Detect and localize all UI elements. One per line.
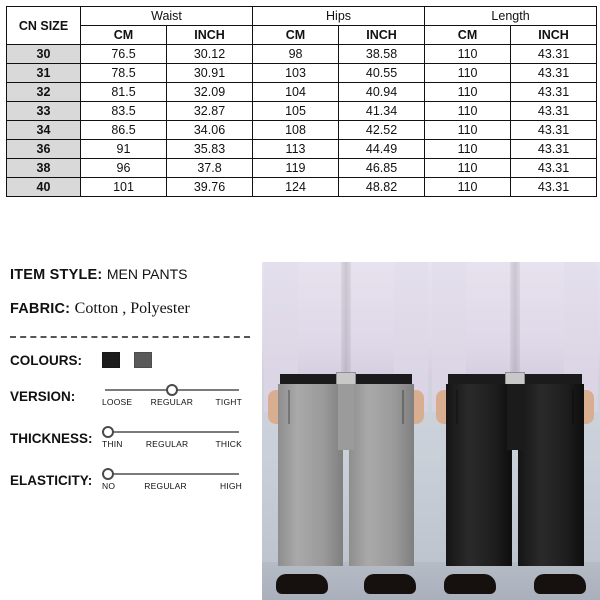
- table-row: [7, 45, 597, 64]
- cell-waist-cm: 81.5: [81, 83, 167, 102]
- item-style-value: MEN PANTS: [106, 266, 188, 282]
- cell-length-cm: 110: [425, 64, 511, 83]
- cell-hips-cm: 105: [253, 102, 339, 121]
- header-length: Length: [425, 7, 597, 26]
- divider: [10, 336, 250, 338]
- cell-length-inch: 43.31: [511, 102, 597, 121]
- cell-size: 32: [7, 83, 81, 102]
- colours-label: COLOURS:: [10, 352, 82, 368]
- cell-hips-cm: 124: [253, 178, 339, 197]
- product-photos: [262, 262, 600, 600]
- cell-waist-cm: 101: [81, 178, 167, 197]
- cell-hips-inch: 40.94: [339, 83, 425, 102]
- cell-waist-cm: 76.5: [81, 45, 167, 64]
- cell-hips-cm: 98: [253, 45, 339, 64]
- thickness-tick-thin: THIN: [102, 439, 123, 449]
- pant-crotch: [338, 384, 354, 450]
- cell-hips-inch: 42.52: [339, 121, 425, 140]
- colour-swatches: [102, 352, 152, 368]
- cell-length-cm: 110: [425, 178, 511, 197]
- cell-hips-inch: 48.82: [339, 178, 425, 197]
- cell-hips-inch: 40.55: [339, 64, 425, 83]
- elasticity-slider[interactable]: [102, 466, 242, 494]
- version-row: [10, 382, 258, 410]
- elasticity-slider-track: [105, 473, 239, 475]
- header-length-cm: CM: [425, 26, 511, 45]
- cell-length-inch: 43.31: [511, 140, 597, 159]
- table-header-group-row: [7, 7, 597, 26]
- header-waist: Waist: [81, 7, 253, 26]
- cell-waist-inch: 32.87: [167, 102, 253, 121]
- cell-size: 36: [7, 140, 81, 159]
- table-row: [7, 121, 597, 140]
- table-row: [7, 178, 597, 197]
- cell-hips-cm: 119: [253, 159, 339, 178]
- thickness-row: [10, 424, 258, 452]
- pant-leg-right: [349, 384, 414, 566]
- fabric-label: FABRIC:: [10, 301, 71, 317]
- pant-crotch: [507, 384, 524, 450]
- elasticity-row: [10, 466, 258, 494]
- table-row: [7, 102, 597, 121]
- header-length-inch: INCH: [511, 26, 597, 45]
- table-row: [7, 64, 597, 83]
- header-hips-inch: INCH: [339, 26, 425, 45]
- version-tick-labels: [102, 397, 242, 407]
- cell-waist-cm: 91: [81, 140, 167, 159]
- item-style-row: [10, 266, 258, 284]
- shoe-right: [364, 574, 416, 594]
- gray-pants-photo: [262, 262, 430, 600]
- table-row: [7, 140, 597, 159]
- cell-waist-inch: 30.12: [167, 45, 253, 64]
- table-row: [7, 83, 597, 102]
- elasticity-label: ELASTICITY:: [10, 472, 93, 488]
- cell-length-cm: 110: [425, 159, 511, 178]
- colour-swatch-black[interactable]: [102, 352, 120, 368]
- version-slider-knob[interactable]: [166, 384, 178, 396]
- header-waist-inch: INCH: [167, 26, 253, 45]
- version-label: VERSION:: [10, 388, 76, 404]
- cell-size: 38: [7, 159, 81, 178]
- cell-size: 33: [7, 102, 81, 121]
- elasticity-tick-high: HIGH: [219, 481, 242, 491]
- header-hips-cm: CM: [253, 26, 339, 45]
- thickness-slider-track: [105, 431, 239, 433]
- cell-waist-inch: 30.91: [167, 64, 253, 83]
- thickness-tick-thick: THICK: [215, 439, 242, 449]
- size-chart-table: [6, 6, 597, 197]
- elasticity-tick-no: NO: [102, 481, 116, 491]
- shoe-left: [276, 574, 328, 594]
- pants-black: [446, 384, 584, 566]
- pant-leg-right: [518, 384, 584, 566]
- product-attributes-section: [0, 240, 600, 600]
- table-row: [7, 159, 597, 178]
- cell-size: 40: [7, 178, 81, 197]
- cell-length-inch: 43.31: [511, 83, 597, 102]
- table-header-unit-row: [7, 26, 597, 45]
- cell-hips-inch: 44.49: [339, 140, 425, 159]
- fabric-row: [10, 300, 258, 318]
- cell-length-cm: 110: [425, 121, 511, 140]
- cell-hips-cm: 104: [253, 83, 339, 102]
- thickness-slider-knob[interactable]: [102, 426, 114, 438]
- header-hips: Hips: [253, 7, 425, 26]
- cell-waist-cm: 96: [81, 159, 167, 178]
- pants-gray: [278, 384, 414, 566]
- black-pants-photo: [430, 262, 600, 600]
- header-cn-size: CN SIZE: [7, 7, 81, 45]
- cell-waist-cm: 86.5: [81, 121, 167, 140]
- elasticity-slider-knob[interactable]: [102, 468, 114, 480]
- version-tick-tight: TIGHT: [215, 397, 242, 407]
- cell-hips-cm: 103: [253, 64, 339, 83]
- cell-length-cm: 110: [425, 102, 511, 121]
- header-waist-cm: CM: [81, 26, 167, 45]
- cell-size: 31: [7, 64, 81, 83]
- colour-swatch-gray[interactable]: [134, 352, 152, 368]
- cell-hips-cm: 108: [253, 121, 339, 140]
- thickness-tick-labels: [102, 439, 242, 449]
- size-chart-section: [0, 0, 600, 197]
- shoe-left: [444, 574, 496, 594]
- cell-waist-inch: 32.09: [167, 83, 253, 102]
- cell-hips-inch: 38.58: [339, 45, 425, 64]
- thickness-label: THICKNESS:: [10, 430, 93, 446]
- cell-length-inch: 43.31: [511, 64, 597, 83]
- cell-size: 34: [7, 121, 81, 140]
- cell-waist-inch: 37.8: [167, 159, 253, 178]
- cell-length-cm: 110: [425, 45, 511, 64]
- cell-length-cm: 110: [425, 83, 511, 102]
- cell-waist-inch: 34.06: [167, 121, 253, 140]
- elasticity-tick-regular: REGULAR: [144, 481, 187, 491]
- pocket-left: [288, 390, 290, 424]
- cell-length-inch: 43.31: [511, 45, 597, 64]
- cell-hips-cm: 113: [253, 140, 339, 159]
- shoe-right: [534, 574, 586, 594]
- cell-size: 30: [7, 45, 81, 64]
- version-tick-loose: LOOSE: [102, 397, 133, 407]
- cell-hips-inch: 46.85: [339, 159, 425, 178]
- fabric-value: Cotton , Polyester: [74, 300, 190, 317]
- version-slider[interactable]: [102, 382, 242, 410]
- cell-length-inch: 43.31: [511, 178, 597, 197]
- cell-length-cm: 110: [425, 140, 511, 159]
- cell-waist-inch: 39.76: [167, 178, 253, 197]
- cell-waist-inch: 35.83: [167, 140, 253, 159]
- thickness-slider[interactable]: [102, 424, 242, 452]
- pocket-right: [572, 390, 574, 424]
- pocket-right: [402, 390, 404, 424]
- cell-waist-cm: 78.5: [81, 64, 167, 83]
- thickness-tick-regular: REGULAR: [145, 439, 189, 449]
- pocket-left: [456, 390, 458, 424]
- item-style-label: ITEM STYLE:: [10, 267, 103, 283]
- cell-hips-inch: 41.34: [339, 102, 425, 121]
- cell-length-inch: 43.31: [511, 121, 597, 140]
- cell-waist-cm: 83.5: [81, 102, 167, 121]
- cell-length-inch: 43.31: [511, 159, 597, 178]
- elasticity-tick-labels: [102, 481, 242, 491]
- colours-row: [10, 352, 258, 368]
- version-tick-regular: REGULAR: [150, 397, 194, 407]
- attribute-list: [10, 264, 258, 508]
